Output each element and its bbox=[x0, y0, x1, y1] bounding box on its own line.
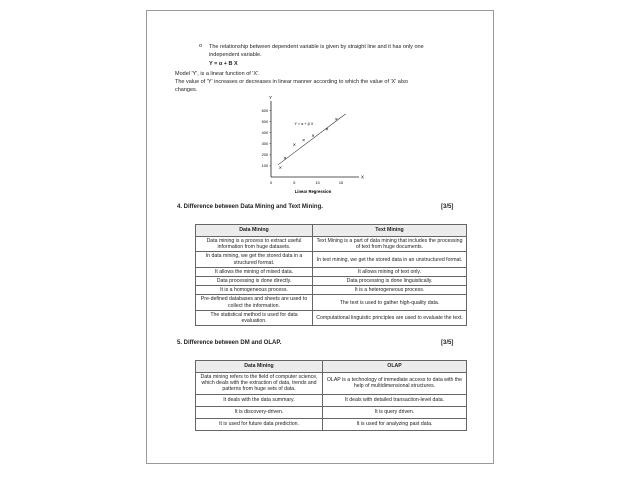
table-cell: The statistical method is used for data evaluation. bbox=[196, 310, 313, 325]
table-cell: In text mining, we get the stored data in an unstructured format. bbox=[313, 252, 467, 267]
table-row bbox=[196, 394, 467, 406]
bullet-text: The relationship between dependent variable is given by straight line and it has only one independent variable. bbox=[209, 44, 424, 58]
table-header: OLAP bbox=[323, 361, 467, 373]
table-cell: It is used for future data prediction. bbox=[196, 418, 323, 430]
linear-regression-chart bbox=[247, 95, 367, 195]
table-row bbox=[196, 237, 467, 252]
x-tick-label: 5 bbox=[293, 181, 296, 185]
x-tick-label: 0 bbox=[269, 181, 273, 185]
table-cell: It allows the mining of mixed data. bbox=[196, 267, 313, 276]
table-cell: In data mining, we get the stored data in a structured format. bbox=[196, 252, 313, 267]
table-header: Text Mining bbox=[313, 225, 467, 237]
table-cell: The text is used to gather high-quality data. bbox=[313, 295, 467, 310]
table-cell: Data mining refers to the field of computer science, which deals with the extraction of data, trends and patterns from huge sets of data. bbox=[196, 373, 323, 395]
scatter-point: × bbox=[283, 155, 287, 162]
table-cell: It deals with the data summary. bbox=[196, 394, 323, 406]
x-tick-label: 15 bbox=[338, 181, 344, 185]
x-axis-letter: X bbox=[361, 174, 365, 180]
section4-heading: 4. Difference between Data Mining and Text Mining. bbox=[177, 204, 323, 210]
value-line-2: changes. bbox=[175, 87, 198, 93]
table-row bbox=[196, 418, 467, 430]
bullet-marker: o bbox=[199, 43, 203, 49]
model-line: Model 'Y', is a linear function of 'X'. bbox=[175, 71, 260, 77]
table-cell: It is discovery-driven. bbox=[196, 406, 323, 418]
value-line-1: The value of 'Y' increases or decreases in linear manner according to which the value of 'X' also bbox=[175, 79, 408, 85]
table-row bbox=[196, 310, 467, 325]
y-tick-label: 300 bbox=[261, 142, 268, 147]
table-cell: Pre-defined databases and sheets are used to collect the information. bbox=[196, 295, 313, 310]
y-tick-label: 200 bbox=[261, 153, 268, 158]
table-data-mining-vs-text-mining bbox=[195, 224, 467, 326]
y-tick-label: 100 bbox=[261, 164, 268, 169]
table-row bbox=[196, 295, 467, 310]
x-tick-label: 10 bbox=[315, 181, 320, 185]
chart-axes bbox=[269, 95, 364, 194]
scatter-point: × bbox=[311, 133, 315, 140]
scatter-point: × bbox=[278, 165, 282, 172]
table-cell: It is a homogeneous process. bbox=[196, 286, 313, 295]
y-tick-label: 500 bbox=[261, 119, 268, 124]
y-axis-label: Y bbox=[269, 95, 273, 100]
y-tick-label: 400 bbox=[261, 130, 268, 135]
table-dm-vs-olap bbox=[195, 360, 467, 431]
table-row bbox=[196, 267, 467, 276]
table-cell: It allows mining of text only. bbox=[313, 267, 467, 276]
y-tick-label: 600 bbox=[261, 108, 268, 113]
table-row bbox=[196, 373, 467, 395]
chart-ticks bbox=[262, 109, 343, 185]
section5-heading: 5. Difference between DM and OLAP. bbox=[177, 340, 282, 346]
table-header: Data Mining bbox=[196, 361, 323, 373]
scatter-point: × bbox=[292, 142, 296, 149]
table-cell: Text Mining is a part of data mining that includes the processing of text from huge documents. bbox=[313, 237, 467, 252]
table-cell: Data processing is done linguistically. bbox=[313, 277, 467, 286]
table-row bbox=[196, 406, 467, 418]
scatter-point: × bbox=[302, 138, 306, 145]
section4-score: [3/5] bbox=[441, 204, 454, 210]
section5-score: [3/5] bbox=[441, 340, 454, 346]
document-page bbox=[146, 10, 494, 464]
table-cell: It is used for analyzing past data. bbox=[323, 418, 467, 430]
table-row bbox=[196, 286, 467, 295]
scatter-point: × bbox=[325, 126, 329, 133]
regression-annotation: Y = α + β X bbox=[294, 121, 314, 126]
scatter-point: × bbox=[334, 117, 338, 123]
table-cell: Computational linguistic principles are used to evaluate the text. bbox=[313, 310, 467, 325]
table-cell: It is query driven. bbox=[323, 406, 467, 418]
table-cell: Data mining is a process to extract useful information from huge datasets. bbox=[196, 237, 313, 252]
table-cell: It deals with detailed transaction-level data. bbox=[323, 394, 467, 406]
table-header: Data Mining bbox=[196, 225, 313, 237]
table-cell: It is a heterogeneous process. bbox=[313, 286, 467, 295]
table-cell: Data processing is done directly. bbox=[196, 277, 313, 286]
formula: Y = α + B X bbox=[209, 61, 238, 67]
table-cell: OLAP is a technology of immediate access to data with the help of multidimensional structures. bbox=[323, 373, 467, 395]
table-row bbox=[196, 252, 467, 267]
x-axis-label: Linear Regression bbox=[294, 189, 332, 194]
table-row bbox=[196, 277, 467, 286]
chart-points bbox=[278, 114, 346, 172]
